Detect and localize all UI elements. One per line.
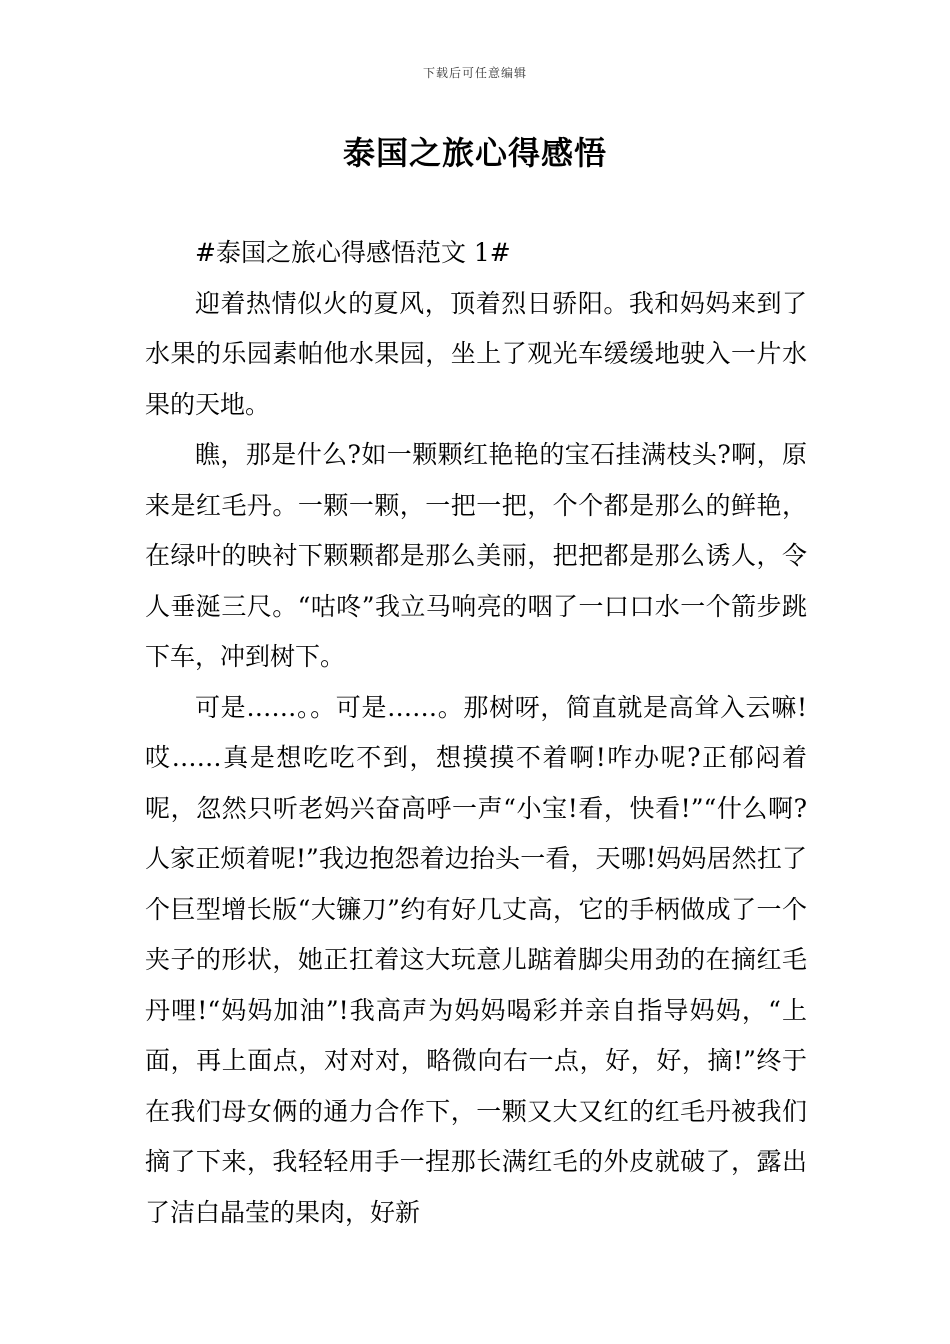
document-title: 泰国之旅心得感悟 <box>342 134 607 172</box>
paragraph: 瞧，那是什么?如一颗颗红艳艳的宝石挂满枝头?啊，原来是红毛丹。一颗一颗，一把一把，个个都是那么的鲜艳，在绿叶的映衬下颗颗都是那么美丽，把把都是那么诱人，令人垂涎三尺。“咕咚”我立马响亮的咽了一口口水一个箭步跳下车，冲到树下。 <box>145 440 807 671</box>
document-body <box>145 228 807 1238</box>
section-heading: #泰国之旅心得感悟范文 1# <box>195 238 511 267</box>
header-note: 下载后可任意编辑 <box>422 66 527 80</box>
paragraph: 迎着热情似火的夏风，顶着烈日骄阳。我和妈妈来到了水果的乐园素帕他水果园，坐上了观光车缓缓地驶入一片水果的天地。 <box>145 288 807 419</box>
paragraph: 可是……。。可是……。那树呀，简直就是高耸入云嘛!哎……真是想吃吃不到，想摸摸不着啊!咋办呢?正郁闷着呢，忽然只听老妈兴奋高呼一声“小宝!看，快看!”“什么啊?人家正烦着呢!”我边抱怨着边抬头一看，天哪!妈妈居然扛了个巨型增长版“大镰刀”约有好几丈高，它的手柄做成了一个夹子的形状，她正扛着这大玩意儿踮着脚尖用劲的在摘红毛丹哩!“妈妈加油”!我高声为妈妈喝彩并亲自指导妈妈，“上面，再上面点，对对对，略微向右一点，好，好，摘!”终于在我们母女俩的通力合作下，一颗又大又红的红毛丹被我们摘了下来，我轻轻用手一捏那长满红毛的外皮就破了，露出了洁白晶莹的果肉，好新 <box>145 692 807 1227</box>
